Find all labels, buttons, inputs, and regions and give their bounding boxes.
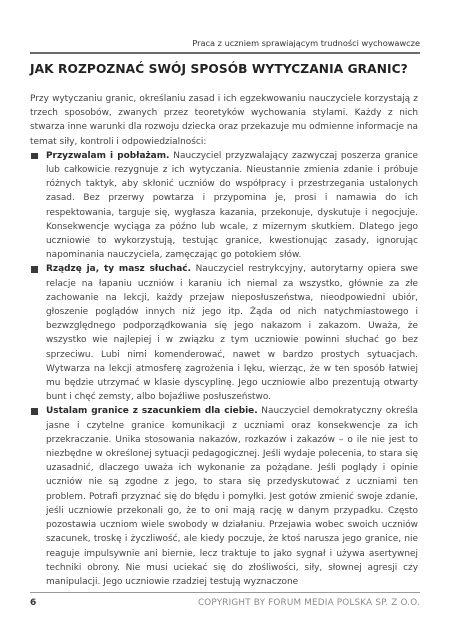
square-bullet-icon bbox=[31, 266, 38, 273]
styles-list bbox=[30, 149, 418, 589]
page-number: 6 bbox=[30, 598, 37, 608]
list-item-lead: Przyzwalam i pobłażam. bbox=[46, 150, 170, 161]
intro-paragraph: Przy wytyczaniu granic, określaniu zasad i ich egzekwowaniu nauczyciele korzystają z trzech sposobów, zwanych przez teoretyków wychowania stylami. Każdy z nich stwarza inne warunki dla rozwoju dziecka oraz przekazuje mu odmienne informacje na temat siły, kontroli i odpowiedzialności: bbox=[30, 94, 418, 147]
list-item-text: Nauczyciel przyzwalający zazwyczaj poszerza granice lub całkowicie rezygnuje z ich wytyczania. Nieustannie zmienia zdanie i próbuje różnych taktyk, aby skłonić uczniów do współpracy i przestrzegania ustalonych zasad. Bez przerwy powtarza i przypomina je, prosi i namawia do ich respektowania, targuje się, wygłasza kazania, przekonuje, dyskutuje i negocjuje. Konsekwencje wyciąga za późno lub wcale, z mizernym skutkiem. Dlatego jego uczniowie to wykorzystują, testując granice, kwestionując zasady, ignorując napominania nauczyciela, zamęczając go potokiem słów. bbox=[46, 150, 418, 261]
section-title: JAK ROZPOZNAĆ SWÓJ SPOSÓB WYTYCZANIA GRANIC? bbox=[30, 62, 408, 76]
page-content bbox=[30, 62, 418, 589]
list-item-text: Nauczyciel restrykcyjny, autorytarny opiera swe relacje na łapaniu uczniów i karaniu ich niemal za wszystko, głównie za złe zachowanie na lekcji, każdy przejaw nieposłuszeństwa, nieodpowiedni ubiór, głoszenie poglądów innych niż jego itp. Żąda od nich natychmiastowego i bezwzględnego podporządkowania się jego nakazom i zakazom. Uważa, że wszystko wie najlepiej i w związku z tym uczniowie powinni słuchać go bez sprzeciwu. Lubi nimi komenderować, nawet w bardzo prostych sytuacjach. Wytwarza na lekcji atmosferę zagrożenia i lęku, wierząc, że w ten sposób łatwiej mu będzie utrzymać w klasie dyscyplinę. Jego uczniowie albo prezentują otwarty bunt i chęć zemsty, albo bojaźliwe posłuszeństwo. bbox=[46, 264, 418, 403]
list-item-text: Nauczyciel demokratyczny określa jasne i czytelne granice komunikacji z uczniami oraz konsekwencje za ich przekraczanie. Unika stosowania nakazów, rozkazów i zakazów – o ile nie jest to niezbędne w określonej sytuacji pedagogicznej. Jeśli wydaje polecenia, to stara się uzasadnić, dlaczego uważa ich wykonanie za pożądane. Jeśli poglądy i opinie uczniów nie są zgodne z jego, to stara się przedyskutować z uczniami ten problem. Potrafi przyznać się do błędu i pomyłki. Jest gotów zmienić swoje zdanie, jeśli uczniowie przekonali go, że to oni mają rację w danym przypadku. Często pozostawia uczniom wiele swobody w działaniu. Przejawia wobec swoich uczniów szacunek, troskę i życzliwość, ale kiedy poczuje, że ktoś narusza jego granice, nie reaguje impulsywnie ani biernie, lecz traktuje to jako sygnał i używa asertywnej techniki obrony. Nie musi uciekać się do złośliwości, siły, słownej agresji czy manipulacji. Jego uczniowie rzadziej testują wyznaczone bbox=[46, 406, 419, 587]
page-footer bbox=[30, 592, 420, 609]
list-item-authoritarian bbox=[30, 262, 418, 404]
list-item-democratic bbox=[30, 404, 418, 589]
running-header: Praca z uczniem sprawiającym trudności wychowawcze bbox=[30, 38, 420, 54]
square-bullet-icon bbox=[31, 153, 38, 160]
copyright-notice: COPYRIGHT BY FORUM MEDIA POLSKA SP. Z O.O. bbox=[197, 598, 420, 608]
list-item-permissive bbox=[30, 149, 418, 263]
list-item-lead: Ustalam granice z szacunkiem dla ciebie. bbox=[46, 406, 258, 417]
list-item-lead: Rządzę ja, ty masz słuchać. bbox=[46, 264, 191, 275]
square-bullet-icon bbox=[31, 408, 38, 415]
